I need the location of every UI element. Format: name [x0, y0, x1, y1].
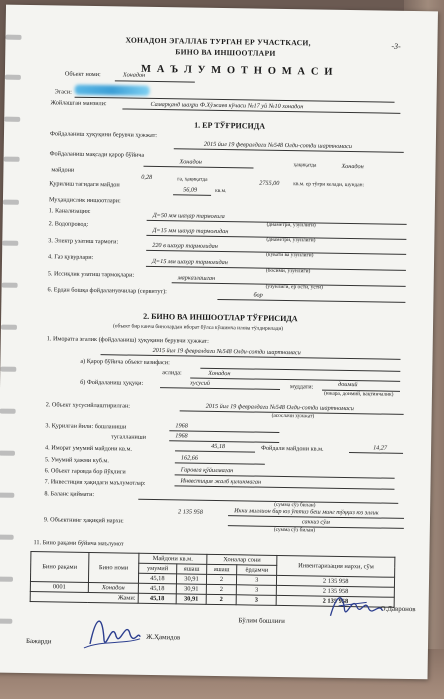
- term-value: доимий: [338, 380, 358, 389]
- document-page: [0, 5, 438, 680]
- col-header-inv: Инвентаризация нархи, сўм: [277, 555, 395, 577]
- section2-subtitle: (объект бир канча бинолардан иборат бўлса кўшимча илова тўлдирилади): [112, 323, 284, 332]
- contractor-name: Ж.Ҳамидов: [146, 633, 181, 642]
- header-extra-rooms: 2: [206, 574, 236, 584]
- volume-label: 5. Умумий ҳажми куб.м.: [44, 456, 109, 465]
- eng-hint-3: (кувати ва узунлиги): [266, 251, 314, 259]
- underline: [174, 485, 394, 489]
- underline: [143, 166, 253, 169]
- header-extra-total: 45,18: [138, 573, 176, 584]
- eng-value-5: марказлашган: [177, 274, 216, 282]
- cell-total-area: 45,18: [138, 583, 176, 594]
- land-area-fact: 2755,00: [259, 179, 280, 187]
- col-header-aux: ёрдамчи: [237, 565, 278, 576]
- cell-aux: 3: [236, 585, 277, 596]
- underline: [217, 299, 405, 303]
- usage-right-label: б) Фойдаланиш ҳуқуқи:: [80, 378, 144, 387]
- underline: [175, 462, 265, 464]
- contractor-signature: [82, 610, 143, 655]
- investment-value: Инвестиция жалб қилинмаган: [180, 477, 262, 486]
- pledge-value: Гаровга қўйилмаган: [180, 466, 234, 475]
- eng-value-1: Д=50 мм шаҳар тармоғига: [152, 211, 225, 221]
- total-rooms: 2: [206, 594, 236, 604]
- underline: [228, 525, 404, 529]
- underline: [138, 499, 398, 504]
- address-label: Жойлашган манзили:: [50, 99, 107, 108]
- page-number: -3-: [391, 41, 401, 51]
- total-area-value: 45,18: [211, 442, 226, 451]
- balance-label: 8. Баланс қиймати:: [44, 490, 95, 499]
- usage-right-value: хусусий: [190, 379, 211, 387]
- land-area-value: 0,28: [141, 173, 153, 181]
- cell-number: 0001: [30, 582, 88, 593]
- underline: [349, 452, 403, 454]
- building-rights-label: 1. Иморатга эгалик (фойдаланиш) ҳуқуқини берувчи ҳужжат:: [46, 335, 209, 345]
- col-header-name: Бино номи: [88, 552, 138, 583]
- engineering-title: Муҳандислик иншоотлари:: [48, 196, 121, 205]
- eng-label-1: 1. Канализация:: [48, 207, 91, 215]
- eng-label-5: 5. Иссиқлик узатиш тармоқлари:: [47, 270, 135, 279]
- cell-rooms: 2: [206, 584, 236, 594]
- underline: [160, 387, 280, 390]
- eng-value-4: Д=15 мм шаҳар тармоғидан: [151, 257, 228, 267]
- binder-ring: [2, 241, 18, 246]
- header-line2: БИНО ВА ИНШООТЛАРИ: [175, 47, 276, 58]
- underline: [173, 194, 211, 196]
- object-name-label: Объект номи:: [64, 70, 101, 79]
- total-inv: 2 135 958: [277, 595, 395, 607]
- built-area-value: 56,09: [183, 186, 198, 194]
- binder-ring: [2, 283, 18, 288]
- section1-title: 1. ЕР ТЎҒРИСИДА: [194, 120, 266, 131]
- eng-label-4: 4. Газ қувурлари:: [48, 253, 94, 262]
- binder-ring: [1, 325, 17, 330]
- land-fact-label: ҳақиқатда: [293, 162, 317, 169]
- volume-value: 162,66: [180, 454, 198, 462]
- privatized-value: 2015 йил 19 февралдаги №548 Олди-сотди шартномаси: [205, 402, 354, 413]
- head-label: Бўлим бошлиғи: [238, 617, 285, 626]
- built-area-label: Қурилиш тагидаги майдон: [49, 180, 120, 189]
- header-line1: ХОНАДОН ЭГАЛЛАБ ТУРГАН ЕР УЧАСТКАСИ,: [125, 35, 311, 48]
- binder-ring: [5, 35, 21, 40]
- total-aux: 3: [236, 595, 277, 606]
- eng-label-2: 2. Водопровод:: [48, 220, 89, 228]
- total-area: 45,18: [138, 593, 176, 604]
- real-price-hint: (сумма сўз билан): [273, 526, 316, 534]
- term-label: муддати:: [290, 383, 314, 391]
- binder-ring: [3, 200, 19, 205]
- table-caption: 11. Бино рақами бўйича маълумот: [33, 539, 124, 548]
- col-header-rooms: Хоналар сони: [207, 554, 278, 565]
- binder-ring: [0, 451, 15, 456]
- binder-ring: [4, 157, 20, 162]
- land-area-unit: га, ҳақиқатда: [177, 176, 208, 183]
- binder-ring: [0, 409, 16, 414]
- col-header-living: яшаш: [177, 564, 207, 574]
- eng-value-2: Д=15 мм шаҳар тармоғидан: [152, 226, 229, 236]
- privatized-label: 2. Объект хусусийлаштирилган:: [45, 401, 131, 410]
- total-area-label: 4. Иморат умумий майдони кв.м.: [45, 444, 133, 453]
- underline: [175, 450, 255, 452]
- cell-inv: 2 135 958: [277, 585, 395, 597]
- land-purpose-label: Фойдаланиш мақсади қарор бўйича: [49, 150, 145, 159]
- land-fact-value: Хонадон: [341, 162, 364, 171]
- real-price-words: Икки миллион бир юз ўттиз беш минг тўққиз юз эллик: [234, 507, 379, 517]
- document-title: М А Ъ Л У М О Т Н О М А С И: [140, 63, 335, 78]
- real-price-words2: саккиз сўм: [301, 518, 330, 526]
- actual-label: аслида:: [162, 369, 182, 377]
- real-price-value: 2 135 958: [178, 508, 203, 516]
- header-extra-aux: 3: [236, 575, 277, 586]
- built-year-end-label: тугалланиши: [111, 433, 146, 441]
- cell-name: Хонадон: [88, 582, 138, 593]
- land-purpose-value: Хонадон: [179, 158, 202, 166]
- built-year-end: 1968: [175, 432, 188, 440]
- address-value: Самарқанд шаҳри Ф.Хўжаев кўчаси №17 уй №10 хонадон: [150, 100, 304, 111]
- binder-ring: [0, 493, 14, 498]
- eng-label-6: 6. Ердан бошқа фойдаланувчилар (сервитут):: [47, 286, 167, 296]
- underline: [190, 378, 400, 382]
- land-rights-value: 2015 йил 19 февралдаги №548 Олди-сотди шартномаси: [203, 140, 353, 151]
- investment-label: 7. Инвестиция ҳақидаги маълумотлар:: [44, 478, 146, 487]
- eng-hint-2: (диаметри, узунлиги): [266, 236, 316, 244]
- built-year-start: 1968: [175, 422, 188, 430]
- total-label: Жами:: [30, 592, 138, 604]
- built-year-label: 3. Қурилган йили: бошланиши: [45, 422, 127, 431]
- binder-ring: [0, 367, 16, 372]
- eng-hint-5: (узунлиги, ер ости, усти): [265, 283, 323, 291]
- col-header-number: Бино рақами: [30, 552, 88, 583]
- binder-ring: [0, 577, 13, 582]
- owner-label: Эгаси:: [54, 88, 72, 96]
- header-extra-inv: 2 135 958: [277, 575, 395, 587]
- col-header-area: Майдони кв.м.: [139, 553, 207, 564]
- built-area-unit: кв.м.: [215, 187, 227, 195]
- term-hint: (ижара, доимий, вақтинчалик): [323, 390, 394, 398]
- useful-area-value: 14,27: [373, 444, 388, 452]
- eng-value-3: 220 в шаҳар тармоғидан: [152, 241, 218, 250]
- head-name: О.Давронов: [380, 605, 416, 614]
- eng-hint-1: (диаметри, узунлиги): [266, 221, 316, 229]
- col-header-living-rooms: яшаш: [207, 564, 237, 574]
- eng-label-3: 3. Электр узатиш тармоғи:: [48, 237, 119, 246]
- header-extra-living: 30,91: [176, 574, 206, 584]
- binder-ring: [5, 75, 21, 80]
- section2-title: 2. БИНО ВА ИНШООТЛАР ТЎҒРИСИДА: [143, 311, 298, 324]
- land-area-label: майдони: [51, 166, 75, 174]
- binder-ring: [0, 619, 12, 624]
- col-header-total: умумий: [138, 563, 176, 574]
- underline: [115, 80, 195, 82]
- eng-value-6: бор: [253, 291, 263, 299]
- useful-area-label: Фойдали майдони кв.м.: [261, 444, 324, 453]
- building-rights-value: 2015 йил 19 февралдаги №548 Олди-сотди шартномаси: [152, 346, 301, 357]
- object-name-value: Хонадон: [122, 71, 146, 79]
- cell-living-area: 30,91: [176, 584, 206, 594]
- purpose-value: Хонадон: [208, 369, 231, 378]
- purpose-label: а) Қарор бўйича объект вазифаси:: [80, 357, 170, 367]
- real-price-label: 9. Объектнинг ҳақиқий нархи:: [43, 516, 124, 525]
- pledge-label: 6. Объект гаровда бор йўқлиги: [44, 467, 126, 476]
- land-area-fact-unit: кв.м. ер тўғри келади, шундан:: [293, 181, 365, 189]
- total-living: 30,91: [176, 594, 206, 604]
- redacted-owner: [75, 85, 150, 96]
- eng-hint-4: (босими, узунлиги): [265, 267, 311, 275]
- balance-hint: (сумма сўз билан): [274, 501, 316, 509]
- binder-ring: [4, 117, 20, 122]
- binder-ring: [0, 535, 14, 540]
- land-rights-label: Фойдаланиш ҳуқуқини берувчи ҳужжат:: [49, 130, 158, 139]
- head-signature: [326, 588, 387, 625]
- contractor-label: Бажарди: [25, 638, 52, 646]
- privatized-hint: (асослачи хужжат): [271, 412, 315, 420]
